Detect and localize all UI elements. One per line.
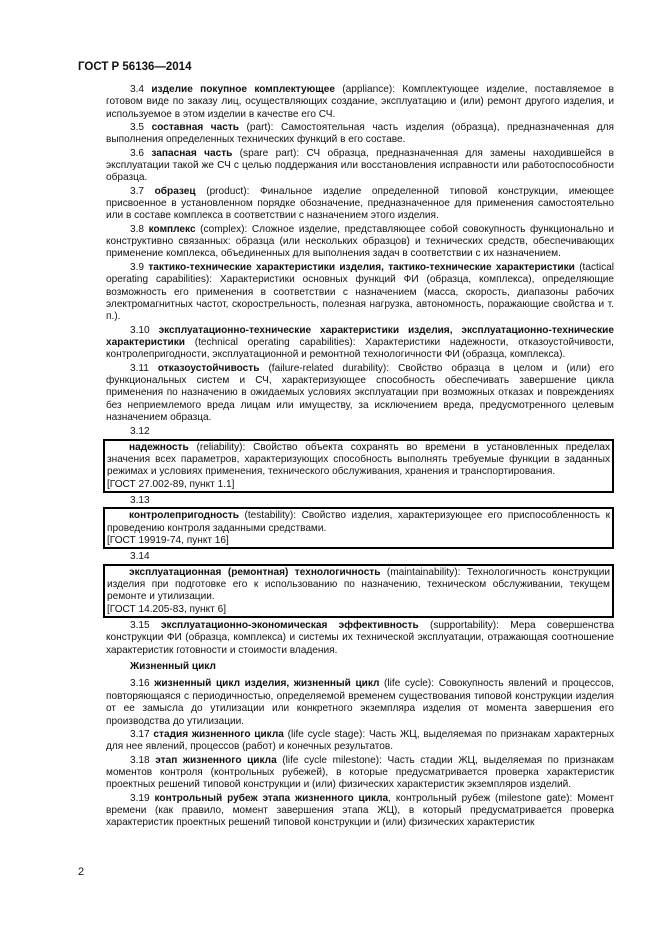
definition-text: (supportability): Мера совершенства конструкции ФИ (образца, комплекса) и системы их технической эксплуатации, отражающая соотношение характеристик готовности и стоимости владения. bbox=[106, 620, 614, 656]
source-reference: [ГОСТ 19919-74, пункт 16] bbox=[107, 535, 229, 547]
definition-3-10 bbox=[106, 325, 614, 362]
term: запасная часть bbox=[151, 147, 233, 159]
definition-3-19 bbox=[106, 793, 614, 830]
term: жизненный цикл изделия, жизненный цикл bbox=[154, 678, 380, 690]
definition-text: (part): Самостоятельная часть изделия (образца), предназначенная для выполнения определенных технических функций в его составе. bbox=[106, 122, 614, 146]
clause-number-3-13: 3.13 bbox=[130, 495, 150, 506]
source-reference: [ГОСТ 27.002-89, пункт 1.1] bbox=[107, 478, 235, 490]
document-body bbox=[106, 84, 614, 831]
definition-text: (appliance): Комплектующее изделие, поставляемое в готовом виде по заказу лиц, осуществляющих создание, эксплуатацию и (или) ремонт другого изделия, и используемое в этом изделии в качестве его СЧ. bbox=[106, 84, 614, 120]
definition-text: (failure-related durability): Свойство образца в целом и (или) его функциональных систем и СЧ, характеризующее способность обеспечивать завершение цикла применения по назначению в ожидаемых условиях эксплуатации при возможных отказах и повреждениях без неприемлемого вреда лицам или имуществу, за исключением вреда, предусмотренного целевым назначением образца. bbox=[106, 362, 614, 423]
term: надежность bbox=[129, 441, 189, 453]
term: изделие покупное комплектующее bbox=[151, 84, 335, 95]
clause-number-3-14: 3.14 bbox=[130, 551, 150, 563]
definition-text: (spare part): СЧ образца, предназначенная для замены находившейся в эксплуатации такой же СЧ с целью поддержания или восстановления исправности или работоспособности образца. bbox=[106, 147, 615, 184]
definition-3-11 bbox=[106, 363, 614, 425]
definition-text: (testability): Свойство изделия, характеризующее его приспособленность к проведению контроля заданными средствами. bbox=[107, 510, 610, 534]
definition-3-18 bbox=[106, 755, 614, 792]
definition-3-17 bbox=[106, 729, 614, 754]
clause-number: 3.18 bbox=[130, 754, 150, 766]
definition-3-4 bbox=[106, 84, 614, 121]
clause-number: 3.16 bbox=[130, 678, 150, 690]
definition-3-5 bbox=[106, 122, 614, 147]
term: составная часть bbox=[151, 122, 239, 134]
definition-3-15 bbox=[106, 620, 614, 657]
term: образец bbox=[154, 185, 196, 197]
clause-number: 3.17 bbox=[130, 728, 150, 740]
clause-number: 3.15 bbox=[130, 620, 150, 632]
boxed-definition-3-14 bbox=[103, 564, 614, 618]
definition-text: (reliability): Свойство объекта сохранять во времени в установленных пределах значения всех параметров, характеризующих способность выполнять требуемые функции в заданных режимах и условиях применения, технического обслуживания, хранения и транспортирования. bbox=[107, 441, 610, 478]
definition-text: (maintainability): Технологичность конструкции изделия при подготовке его к использованию по назначению, техническом обслуживании, текущем ремонте и утилизации. bbox=[107, 566, 610, 603]
definition-text: (tactical operating capabilities): Характеристики основных функций ФИ (образца, комплекса), определяющие возможность его применения в соответствии с назначением (масса, скорость, диапазоны рабочих электромагнитных частот, скорострельность, полезная нагрузка, автономность, поражающие свойства и т. п.). bbox=[106, 261, 614, 323]
definition-text: (complex): Сложное изделие, представляющее собой совокупность функционально и конструктивно связанных: образца (или нескольких образцов) и технических средств, обеспечивающих применение комплекса, объединенных для выполнения задач в соответствии с их назначением. bbox=[106, 223, 614, 260]
boxed-definition-3-12 bbox=[103, 439, 614, 493]
clause-number: 3.19 bbox=[130, 792, 150, 804]
definition-3-7 bbox=[106, 186, 614, 223]
clause-number: 3.4 bbox=[130, 84, 145, 95]
definition-text: (technical operating capabilities): Характеристики надежности, отказоустойчивости, контролепригодности, эксплуатационной и ремонтной технологичности ФИ (образца, комплекса). bbox=[106, 336, 614, 361]
clause-number: 3.7 bbox=[130, 185, 145, 197]
boxed-definition-3-13 bbox=[103, 507, 614, 549]
definition-text: (life cycle): Совокупность явлений и процессов, повторяющаяся с периодичностью, определяемой временем существования типовой конструкции изделия от ее замысла до утилизации или конкретного экземпляра изделия от момента завершения его производства до утилизации. bbox=[106, 678, 614, 727]
document-header: ГОСТ Р 56136—2014 bbox=[78, 61, 192, 73]
clause-number: 3.5 bbox=[130, 122, 145, 134]
clause-number: 3.11 bbox=[130, 362, 149, 374]
term: тактико-технические характеристики изделия, тактико-технические характеристики bbox=[148, 261, 575, 273]
definition-3-16 bbox=[106, 678, 614, 727]
section-title: Жизненный цикл bbox=[130, 661, 216, 673]
clause-number: 3.8 bbox=[130, 223, 145, 235]
clause-number: 3.6 bbox=[130, 147, 145, 159]
clause-number: 3.9 bbox=[130, 261, 145, 273]
source-reference: [ГОСТ 14.205-83, пункт 6] bbox=[107, 603, 227, 615]
term: эксплуатационная (ремонтная) технологичность bbox=[129, 566, 381, 578]
definition-text: (product): Финальное изделие определенной типовой конструкции, имеющее присвоенное в установленном порядке обозначение, предназначенное для применения самостоятельно или в составе комплекса в соответствии с назначением этого изделия. bbox=[106, 185, 614, 222]
term: контролепригодность bbox=[129, 510, 239, 522]
definition-text: (life cycle milestone): Часть стадии ЖЦ, выделяемая по признакам моментов контроля (контрольных рубежей), в которые предусматривается проверка характеристик проектных решений типовой конструкции и (или) физических характеристик экземпляров изделий. bbox=[106, 754, 614, 791]
term: эксплуатационно-экономическая эффективность bbox=[160, 620, 419, 632]
page-number: 2 bbox=[78, 866, 85, 878]
definition-text: , контрольный рубеж (milestone gate): Момент времени (как правило, момент завершения этапа ЖЦ), в который предусматривается проверка характеристик проектных решений типовой конструкции и (или) физических характеристик bbox=[106, 792, 615, 829]
definition-3-8 bbox=[106, 224, 614, 261]
term: комплекс bbox=[148, 223, 196, 235]
term: отказоустойчивость bbox=[157, 362, 260, 374]
clause-number-3-12: 3.12 bbox=[130, 426, 150, 438]
term: эксплуатационно-технические характеристики изделия, эксплуатационно-технические характеристики bbox=[106, 324, 614, 348]
term: этап жизненного цикла bbox=[155, 754, 277, 766]
definition-text: (life cycle stage): Часть ЖЦ, выделяемая по признакам характерных для нее явлений, процессов (работ) и конечных результатов. bbox=[106, 728, 614, 753]
definition-3-6 bbox=[106, 148, 614, 185]
definition-3-9 bbox=[106, 262, 614, 324]
term: стадия жизненного цикла bbox=[153, 728, 284, 740]
term: контрольный рубеж этапа жизненного цикла bbox=[154, 792, 389, 804]
clause-number: 3.10 bbox=[130, 324, 150, 336]
